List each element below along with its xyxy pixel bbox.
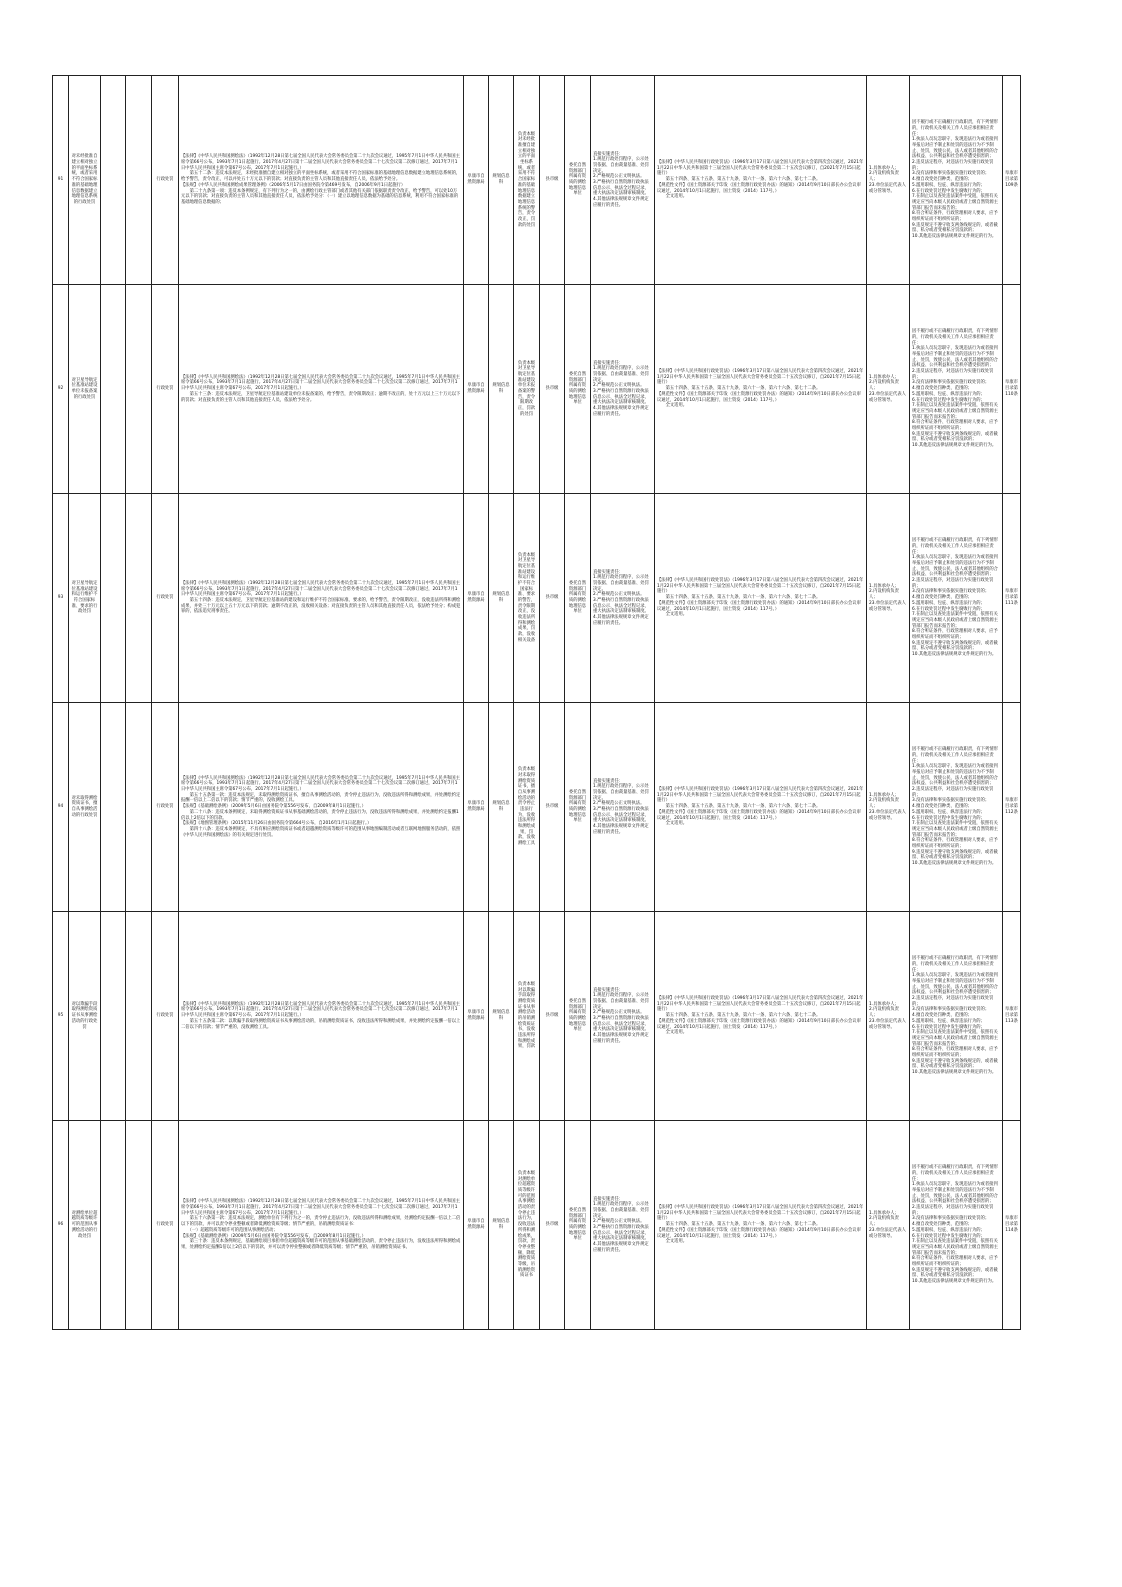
cell-legal-basis: 【法律】《中华人民共和国测绘法》（1992年12月28日第七届全国人民代表大会常务委员会第二十九次会议通过，1995年7月1日中华人民共和国主席令第66号公布，1993年7月1日起施行。2017年4月27日第十二届全国人民代表大会常务委员会第二十七次会议第二次修订通过，2017年7月1日中华人民共和国主席令第67号公布，2017年7月1日起施行。） 第五十四条：违反本法规定，卫星导航定位基准站的建设和运行维护不符合国家标准、要求的，给予警告，责令限期改正，没收违法所得和测绘成果，并处三十万元以上五十万元以下的罚款；逾期不改正的，没收相关设备；对直接负责的主管人员和其他直接责任人员，依法给予处分；构成犯罪的，依法追究刑事责任。 bbox=[179, 494, 464, 703]
cell-accountability: 因不履行或不正确履行行政职责，有下列情形的，行政机关及相关工作人员应承担相应责任： 1.执法人员玩忽职守，发现违法行为或者接到举报后对应予制止和处罚的违法行为不予制止、处罚，致使公民、法人或者其他组织的合法权益、公共利益和社会秩序遭受损害的； 2.违反法定程序，对违法行为实施行政处罚的； 3.没有法律和事实依据实施行政处罚的； 4.擅自改变处罚种类、范围的； 5.滥用职权、包庇、纵容违法行为的； 6.在行政处罚过程中发生腐败行为的； 7.在制止以及查处违法案件中受阻，依照有关规定应当向本级人民政府或者上级自然资源主管部门报告而未报告的； 8.符合听证条件、行政管理相对人要求，应予组织听证而不组织听证的； 9.违反规定不遵守收支两条线规定的，或者截留、私分或者变相私分罚没款的； 10.其他违反法律法规规章文件规定的行为。 bbox=[910, 494, 1003, 703]
table-row bbox=[53, 76, 1021, 285]
cell-no: 95 bbox=[53, 912, 69, 1121]
cell-sub-item bbox=[101, 285, 126, 494]
cell-reason: 委托自然资源部门所属有资质的测绘地理信息单位 bbox=[565, 912, 591, 1121]
cell-exec-responsibility: 直接实施责任： 1.规范行政处罚程序，公示处罚依据、自由裁量基准、处罚决定。 2.严格规范公正文明执法。 3.严格执行自然资源行政执法信息公示、执法全过程记录、重大执法决定法制审核制度。 4.其他法律法规规章文件规定应履行的责任。 bbox=[591, 285, 655, 494]
cell-accountability: 因不履行或不正确履行行政职责，有下列情形的，行政机关及相关工作人员应承担相应责任： 1.执法人员玩忽职守，发现违法行为或者接到举报后对应予制止和处罚的违法行为不予制止、处罚，致使公民、法人或者其他组织的合法权益、公共利益和社会秩序遭受损害的； 2.违反法定程序，对违法行为实施行政处罚的； 3.没有法律和事实依据实施行政处罚的； 4.擅自改变处罚种类、范围的； 5.滥用职权、包庇、纵容违法行为的； 6.在行政处罚过程中发生腐败行为的； 7.在制止以及查处违法案件中受阻，依照有关规定应当向本级人民政府或者上级自然资源主管部门报告而未报告的； 8.符合听证条件、行政管理相对人要求，应予组织听证而不组织听证的； 9.违反规定不遵守收支两条线规定的，或者截留、私分或者变相私分罚没款的； 10.其他违反法律法规规章文件规定的行为。 bbox=[910, 1121, 1003, 1330]
cell-level: 县市级 bbox=[540, 76, 565, 285]
cell-item-name: 对卫星导航定位基准站建设单位未报备案的行政处罚 bbox=[69, 285, 101, 494]
cell-responsible-person: 1.具体承办人； 2.内设机构负责人； 23.单位法定代表人或分管领导。 bbox=[867, 1121, 910, 1330]
cell-department: 规划信息科 bbox=[489, 1121, 514, 1330]
cell-legal-basis: 【法律】《中华人民共和国测绘法》（1992年12月28日第七届全国人民代表大会常务委员会第二十九次会议通过，1995年7月1日中华人民共和国主席令第66号公布，1993年7月1日起施行。2017年4月27日第十二届全国人民代表大会常务委员会第二十七次会议第二次修订通过，2017年7月1日中华人民共和国主席令第67号公布，2017年7月1日起施行。） 第五十二条：违反本法规定，未经批准擅自建立相对独立的平面坐标系统，或者采用不符合国家标准的基础地理信息数据建立地理信息系统的，给予警告，责令改正，可以并处五十万元以下的罚款；对直接负责的主管人员和其他直接责任人员，依法给予处分。 【法规】《中华人民共和国测绘成果管理条例》（2006年5月17日由国务院令第469号发布，自2006年9月1日起施行） 第二十九条第一项：违反本条例规定，有下列行为之一的，由测绘行政主管部门或者其他有关部门依据职责责令改正，给予警告，可以处10万元以下的罚款；对直接负责的主管人员和其他直接责任人员，依法给予处分：（一）建立以地理信息数据为基础的信息系统，利用不符合国家标准的基础地理信息数据的； bbox=[179, 76, 464, 285]
cell-responsible-person: 1.具体承办人； 2.内设机构负责人； 23.单位法定代表人或分管领导。 bbox=[867, 703, 910, 912]
cell-power-type: 行政处罚 bbox=[152, 912, 179, 1121]
cell-description: 负责本级对卫星导航定位基准站建设和运行维护不符合国家标准、要求的警告，责令限期改正，没收违法所得和测绘成果，罚款，没收相关设备 bbox=[514, 494, 540, 703]
cell-accountability: 因不履行或不正确履行行政职责，有下列情形的，行政机关及相关工作人员应承担相应责任： 1.执法人员玩忽职守，发现违法行为或者接到举报后对应予制止和处罚的违法行为不予制止、处罚，致使公民、法人或者其他组织的合法权益、公共利益和社会秩序遭受损害的； 2.违反法定程序，对违法行为实施行政处罚的； 3.没有法律和事实依据实施行政处罚的； 4.擅自改变处罚种类、范围的； 5.滥用职权、包庇、纵容违法行为的； 6.在行政处罚过程中发生腐败行为的； 7.在制止以及查处违法案件中受阻，依照有关规定应当向本级人民政府或者上级自然资源主管部门报告而未报告的； 8.符合听证条件、行政管理相对人要求，应予组织听证而不组织听证的； 9.违反规定不遵守收支两条线规定的，或者截留、私分或者变相私分罚没款的； 10.其他违反法律法规规章文件规定的行为。 bbox=[910, 285, 1003, 494]
cell-responsibility-basis: 【法律】《中华人民共和国行政处罚法》（1996年3月17日第八届全国人民代表大会第四次会议通过，2021年1月22日中华人民共和国第十三届全国人民代表大会常务委员会第二十五次会议修订，自2021年7月15日起施行） 第五十四条、第五十五条、第五十九条、第六十一条、第六十六条、第七十二条。 【规范性文件】《国土资源部关于印发〈国土资源行政处罚办法〉的通知》（2014年9月10日部长办公会议审议通过，2014年10月1日起施行，国土资发〈2014〉117号。） 全文适用。 bbox=[655, 1121, 867, 1330]
cell-no: 92 bbox=[53, 285, 69, 494]
cell-responsibility-basis: 【法律】《中华人民共和国行政处罚法》（1996年3月17日第八届全国人民代表大会第四次会议通过，2021年1月22日中华人民共和国第十三届全国人民代表大会常务委员会第二十五次会议修订，自2021年7月15日起施行） 第五十四条、第五十五条、第五十九条、第六十一条、第六十六条、第七十二条。 【规范性文件】《国土资源部关于印发〈国土资源行政处罚办法〉的通知》（2014年9月10日部长办公会议审议通过，2014年10月1日起施行，国土资发〈2014〉117号。） 全文适用。 bbox=[655, 76, 867, 285]
cell-note: 阜康市目录第113条 bbox=[1003, 912, 1021, 1121]
cell-sub-item-2 bbox=[126, 703, 152, 912]
cell-department: 规划信息科 bbox=[489, 494, 514, 703]
cell-legal-basis: 【法律】《中华人民共和国测绘法》（1992年12月28日第七届全国人民代表大会常务委员会第二十九次会议通过，1995年7月1日中华人民共和国主席令第66号公布，1993年7月1日起施行。2017年4月27日第十二届全国人民代表大会常务委员会第二十七次会议第二次修订通过，2017年7月1日中华人民共和国主席令第67号公布，2017年7月1日起施行。） 第五十六条第一款：违反本法规定，测绘单位有下列行为之一的，责令停止违法行为，没收违法所得和测绘成果，处测绘约定报酬一倍以上二倍以下的罚款，并可以责令停业整顿或者降低测绘资质等级；情节严重的，吊销测绘资质证书： （一）超越资质等级许可的范围从事测绘活动； 【法规】《基础测绘条例》（2009年5月6日由国务院令第556号发布，自2009年8月1日起施行。） 第三十条：违反本条例规定，基础测绘项目承担单位超越资质等级许可的范围从事基础测绘活动的，责令停止违法行为，没收违法所得和测绘成果，处测绘约定报酬1倍以上2倍以下的罚款，并可以责令停业整顿或者降低资质等级；情节严重的，吊销测绘资质证书。 bbox=[179, 1121, 464, 1330]
cell-sub-item-2 bbox=[126, 912, 152, 1121]
cell-note: 阜康市目录第111条 bbox=[1003, 494, 1021, 703]
cell-responsible-person: 1.具体承办人； 2.内设机构负责人； 23.单位法定代表人或分管领导。 bbox=[867, 912, 910, 1121]
cell-subject-org: 阜康市自然资源局 bbox=[464, 912, 489, 1121]
cell-power-type: 行政处罚 bbox=[152, 1121, 179, 1330]
cell-power-type: 行政处罚 bbox=[152, 285, 179, 494]
cell-reason: 委托自然资源部门所属有资质的测绘地理信息单位 bbox=[565, 703, 591, 912]
cell-responsibility-basis: 【法律】《中华人民共和国行政处罚法》（1996年3月17日第八届全国人民代表大会第四次会议通过，2021年1月22日中华人民共和国第十三届全国人民代表大会常务委员会第二十五次会议修订，自2021年7月15日起施行） 第五十四条、第五十五条、第五十九条、第六十一条、第六十六条、第七十二条。 【规范性文件】《国土资源部关于印发〈国土资源行政处罚办法〉的通知》（2014年9月10日部长办公会议审议通过，2014年10月1日起施行，国土资发〈2014〉117号。） 全文适用。 bbox=[655, 912, 867, 1121]
cell-legal-basis: 【法律】《中华人民共和国测绘法》（1992年12月28日第七届全国人民代表大会常务委员会第二十九次会议通过，1995年7月1日中华人民共和国主席令第66号公布，1993年7月1日起施行。2017年4月27日第十二届全国人民代表大会常务委员会第二十七次会议第二次修订通过，2017年7月1日中华人民共和国主席令第67号公布，2017年7月1日起施行。） 第五十五条第二款：以欺骗手段取得测绘资质证书从事测绘活动的，吊销测绘资质证书，没收违法所得和测绘成果，并处测绘约定报酬一倍以上二倍以下的罚款；情节严重的，没收测绘工具。 bbox=[179, 912, 464, 1121]
cell-responsibility-basis: 【法律】《中华人民共和国行政处罚法》（1996年3月17日第八届全国人民代表大会第四次会议通过，2021年1月22日中华人民共和国第十三届全国人民代表大会常务委员会第二十五次会议修订，自2021年7月15日起施行） 第五十四条、第五十五条、第五十九条、第六十一条、第六十六条、第七十二条。 【规范性文件】《国土资源部关于印发〈国土资源行政处罚办法〉的通知》（2014年9月10日部长办公会议审议通过，2014年10月1日起施行，国土资发〈2014〉117号。） 全文适用。 bbox=[655, 494, 867, 703]
table-row bbox=[53, 285, 1021, 494]
cell-sub-item bbox=[101, 494, 126, 703]
cell-power-type: 行政处罚 bbox=[152, 494, 179, 703]
cell-exec-responsibility: 直接实施责任： 1.规范行政处罚程序，公示处罚依据、自由裁量基准、处罚决定。 2.严格规范公正文明执法。 3.严格执行自然资源行政执法信息公示、执法全过程记录、重大执法决定法制审核制度。 4.其他法律法规规章文件规定应履行的责任。 bbox=[591, 912, 655, 1121]
cell-sub-item-2 bbox=[126, 494, 152, 703]
cell-item-name: 对未取得测绘资质证书，擅自从事测绘活动的行政处罚 bbox=[69, 703, 101, 912]
cell-note: 阜康市目录第109条 bbox=[1003, 76, 1021, 285]
cell-department: 规划信息科 bbox=[489, 285, 514, 494]
cell-no: 96 bbox=[53, 1121, 69, 1330]
cell-department: 规划信息科 bbox=[489, 703, 514, 912]
cell-description: 负责本级对未经批准擅自建立相对独立的平面坐标系统，或者采用不符合国家标准的基础地理信息数据建立地理信息系统的警告，责令改正，罚款的处罚 bbox=[514, 76, 540, 285]
table-body bbox=[53, 76, 1021, 1330]
cell-exec-responsibility: 直接实施责任： 1.规范行政处罚程序，公示处罚依据、自由裁量基准、处罚决定。 2.严格规范公正文明执法。 3.严格执行自然资源行政执法信息公示、执法全过程记录、重大执法决定法制审核制度。 4.其他法律法规规章文件规定应履行的责任。 bbox=[591, 494, 655, 703]
cell-sub-item bbox=[101, 912, 126, 1121]
cell-sub-item-2 bbox=[126, 285, 152, 494]
cell-note: 阜康市目录第110条 bbox=[1003, 285, 1021, 494]
cell-level: 县市级 bbox=[540, 912, 565, 1121]
cell-sub-item bbox=[101, 76, 126, 285]
cell-sub-item-2 bbox=[126, 76, 152, 285]
cell-legal-basis: 【法律】《中华人民共和国测绘法》（1992年12月28日第七届全国人民代表大会常务委员会第二十九次会议通过，1995年7月1日中华人民共和国主席令第66号公布，1993年7月1日起施行。2017年4月27日第十二届全国人民代表大会常务委员会第二十七次会议第二次修订通过，2017年7月1日中华人民共和国主席令第67号公布，2017年7月1日起施行。） 第五十五条第一款：违反本法规定，未取得测绘资质证书，擅自从事测绘活动的，责令停止违法行为，没收违法所得和测绘成果，并处测绘约定报酬一倍以上二倍以下的罚款；情节严重的，没收测绘工具。 【法规】《基础测绘条例》（2009年5月6日由国务院令第556号发布，自2009年8月1日起施行。） 第二十八条：违反本条例规定，未取得测绘资质证书从事基础测绘活动的，责令停止违法行为，没收违法所得和测绘成果，并处测绘约定报酬1倍以上2倍以下的罚款。 【法规】《地图管理条例》（2015年11月26日由国务院令第664号公布，自2016年1月1日起施行。） 第四十八条：违反本条例规定，不具有相应测绘资质证书或者超越测绘资质等级许可的范围从事地图编制活动或者互联网地图服务活动的，依照《中华人民共和国测绘法》的有关规定进行处罚。 bbox=[179, 703, 464, 912]
cell-exec-responsibility: 直接实施责任： 1.规范行政处罚程序，公示处罚依据、自由裁量基准、处罚决定。 2.严格规范公正文明执法。 3.严格执行自然资源行政执法信息公示、执法全过程记录、重大执法决定法制审核制度。 4.其他法律法规规章文件规定应履行的责任。 bbox=[591, 1121, 655, 1330]
cell-legal-basis: 【法律】《中华人民共和国测绘法》（1992年12月28日第七届全国人民代表大会常务委员会第二十九次会议通过，1995年7月1日中华人民共和国主席令第66号公布，1993年7月1日起施行。2017年4月27日第十二届全国人民代表大会常务委员会第二十七次会议第二次修订通过，2017年7月1日中华人民共和国主席令第67号公布，2017年7月1日起施行。） 第五十三条：违反本法规定，卫星导航定位基准站建设单位未报备案的，给予警告，责令限期改正；逾期不改正的，处十万元以上三十万元以下的罚款；对直接负责的主管人员和其他直接责任人员，依法给予处分。 bbox=[179, 285, 464, 494]
cell-reason: 委托自然资源部门所属有资质的测绘地理信息单位 bbox=[565, 1121, 591, 1330]
cell-exec-responsibility: 直接实施责任： 1.规范行政处罚程序，公示处罚依据、自由裁量基准、处罚决定。 2.严格规范公正文明执法。 3.严格执行自然资源行政执法信息公示、执法全过程记录、重大执法决定法制审核制度。 4.其他法律法规规章文件规定应履行的责任。 bbox=[591, 76, 655, 285]
power-list-table bbox=[52, 75, 1021, 1330]
cell-sub-item bbox=[101, 1121, 126, 1330]
cell-note: 阜康市目录第112条 bbox=[1003, 703, 1021, 912]
cell-reason: 委托自然资源部门所属有资质的测绘地理信息单位 bbox=[565, 494, 591, 703]
cell-responsibility-basis: 【法律】《中华人民共和国行政处罚法》（1996年3月17日第八届全国人民代表大会第四次会议通过，2021年1月22日中华人民共和国第十三届全国人民代表大会常务委员会第二十五次会议修订，自2021年7月15日起施行） 第五十四条、第五十五条、第五十九条、第六十一条、第六十六条、第七十二条。 【规范性文件】《国土资源部关于印发〈国土资源行政处罚办法〉的通知》（2014年9月10日部长办公会议审议通过，2014年10月1日起施行，国土资发〈2014〉117号。） 全文适用。 bbox=[655, 285, 867, 494]
cell-department: 规划信息科 bbox=[489, 912, 514, 1121]
cell-subject-org: 阜康市自然资源局 bbox=[464, 494, 489, 703]
cell-no: 91 bbox=[53, 76, 69, 285]
cell-sub-item bbox=[101, 703, 126, 912]
cell-level: 县市级 bbox=[540, 285, 565, 494]
cell-level: 县市级 bbox=[540, 494, 565, 703]
table-row bbox=[53, 703, 1021, 912]
cell-subject-org: 阜康市自然资源局 bbox=[464, 1121, 489, 1330]
cell-subject-org: 阜康市自然资源局 bbox=[464, 285, 489, 494]
cell-responsibility-basis: 【法律】《中华人民共和国行政处罚法》（1996年3月17日第八届全国人民代表大会第四次会议通过，2021年1月22日中华人民共和国第十三届全国人民代表大会常务委员会第二十五次会议修订，自2021年7月15日起施行） 第五十四条、第五十五条、第五十九条、第六十一条、第六十六条、第七十二条。 【规范性文件】《国土资源部关于印发〈国土资源行政处罚办法〉的通知》（2014年9月10日部长办公会议审议通过，2014年10月1日起施行，国土资发〈2014〉117号。） 全文适用。 bbox=[655, 703, 867, 912]
cell-reason: 委托自然资源部门所属有资质的测绘地理信息单位 bbox=[565, 285, 591, 494]
table-row bbox=[53, 912, 1021, 1121]
cell-reason: 委托自然资源部门所属有资质的测绘地理信息单位 bbox=[565, 76, 591, 285]
cell-accountability: 因不履行或不正确履行行政职责，有下列情形的，行政机关及相关工作人员应承担相应责任： 1.执法人员玩忽职守，发现违法行为或者接到举报后对应予制止和处罚的违法行为不予制止、处罚，致使公民、法人或者其他组织的合法权益、公共利益和社会秩序遭受损害的； 2.违反法定程序，对违法行为实施行政处罚的； 3.没有法律和事实依据实施行政处罚的； 4.擅自改变处罚种类、范围的； 5.滥用职权、包庇、纵容违法行为的； 6.在行政处罚过程中发生腐败行为的； 7.在制止以及查处违法案件中受阻，依照有关规定应当向本级人民政府或者上级自然资源主管部门报告而未报告的； 8.符合听证条件、行政管理相对人要求，应予组织听证而不组织听证的； 9.违反规定不遵守收支两条线规定的，或者截留、私分或者变相私分罚没款的； 10.其他违反法律法规规章文件规定的行为。 bbox=[910, 703, 1003, 912]
cell-exec-responsibility: 直接实施责任： 1.规范行政处罚程序，公示处罚依据、自由裁量基准、处罚决定。 2.严格规范公正文明执法。 3.严格执行自然资源行政执法信息公示、执法全过程记录、重大执法决定法制审核制度。 4.其他法律法规规章文件规定应履行的责任。 bbox=[591, 703, 655, 912]
cell-power-type: 行政处罚 bbox=[152, 703, 179, 912]
cell-power-type: 行政处罚 bbox=[152, 76, 179, 285]
table-row bbox=[53, 1121, 1021, 1330]
table-row bbox=[53, 494, 1021, 703]
cell-accountability: 因不履行或不正确履行行政职责，有下列情形的，行政机关及相关工作人员应承担相应责任： 1.执法人员玩忽职守，发现违法行为或者接到举报后对应予制止和处罚的违法行为不予制止、处罚，致使公民、法人或者其他组织的合法权益、公共利益和社会秩序遭受损害的； 2.违反法定程序，对违法行为实施行政处罚的； 3.没有法律和事实依据实施行政处罚的； 4.擅自改变处罚种类、范围的； 5.滥用职权、包庇、纵容违法行为的； 6.在行政处罚过程中发生腐败行为的； 7.在制止以及查处违法案件中受阻，依照有关规定应当向本级人民政府或者上级自然资源主管部门报告而未报告的； 8.符合听证条件、行政管理相对人要求，应予组织听证而不组织听证的； 9.违反规定不遵守收支两条线规定的，或者截留、私分或者变相私分罚没款的； 10.其他违反法律法规规章文件规定的行为。 bbox=[910, 912, 1003, 1121]
cell-no: 93 bbox=[53, 494, 69, 703]
cell-item-name: 对测绘单位超越资质等级许可的范围从事测绘活动的行政处罚 bbox=[69, 1121, 101, 1330]
cell-description: 负责本级对未取得测绘资质证书，擅自从事测绘活动的责令停止违法行为，没收违法所得和测绘成果，罚款，没收测绘工具 bbox=[514, 703, 540, 912]
cell-level: 县市级 bbox=[540, 703, 565, 912]
cell-responsible-person: 1.具体承办人； 2.内设机构负责人； 23.单位法定代表人或分管领导。 bbox=[867, 494, 910, 703]
cell-department: 规划信息科 bbox=[489, 76, 514, 285]
cell-responsible-person: 1.具体承办人； 2.内设机构负责人； 23.单位法定代表人或分管领导。 bbox=[867, 285, 910, 494]
cell-sub-item-2 bbox=[126, 1121, 152, 1330]
cell-accountability: 因不履行或不正确履行行政职责，有下列情形的，行政机关及相关工作人员应承担相应责任： 1.执法人员玩忽职守，发现违法行为或者接到举报后对应予制止和处罚的违法行为不予制止、处罚，致使公民、法人或者其他组织的合法权益、公共利益和社会秩序遭受损害的； 2.违反法定程序，对违法行为实施行政处罚的； 3.没有法律和事实依据实施行政处罚的； 4.擅自改变处罚种类、范围的； 5.滥用职权、包庇、纵容违法行为的； 6.在行政处罚过程中发生腐败行为的； 7.在制止以及查处违法案件中受阻，依照有关规定应当向本级人民政府或者上级自然资源主管部门报告而未报告的； 8.符合听证条件、行政管理相对人要求，应予组织听证而不组织听证的； 9.违反规定不遵守收支两条线规定的，或者截留、私分或者变相私分罚没款的； 10.其他违反法律法规规章文件规定的行为。 bbox=[910, 76, 1003, 285]
cell-subject-org: 阜康市自然资源局 bbox=[464, 703, 489, 912]
cell-description: 负责本级对以欺骗手段取得测绘资质证书从事测绘活动的吊销测绘资质证书，没收违法所得和测绘成果，罚款 bbox=[514, 912, 540, 1121]
cell-description: 负责本级对测绘单位超越资质等级许可的范围从事测绘活动的责令停止违法行为，没收违法所得和测绘成果，罚款，责令停业整顿，降低测绘资质等级，吊销测绘资质证书 bbox=[514, 1121, 540, 1330]
cell-note: 阜康市目录第114条 bbox=[1003, 1121, 1021, 1330]
cell-description: 负责本级对卫星导航定位基准站建设单位未报备案的警告，责令限期改正，罚款的处罚 bbox=[514, 285, 540, 494]
cell-no: 94 bbox=[53, 703, 69, 912]
cell-item-name: 对以欺骗手段取得测绘资质证书从事测绘活动的行政处罚 bbox=[69, 912, 101, 1121]
cell-responsible-person: 1.具体承办人； 2.内设机构负责人； 23.单位法定代表人或分管领导。 bbox=[867, 76, 910, 285]
cell-subject-org: 阜康市自然资源局 bbox=[464, 76, 489, 285]
cell-level: 县市级 bbox=[540, 1121, 565, 1330]
cell-item-name: 对未经批准自建立相对独立的平面坐标系统，或者采用不符合国家标准的基础地理信息数据建立地理信息系统的行政处罚 bbox=[69, 76, 101, 285]
cell-item-name: 对卫星导航定位基准站建设和运行维护不符合国家标准、要求的行政处罚 bbox=[69, 494, 101, 703]
